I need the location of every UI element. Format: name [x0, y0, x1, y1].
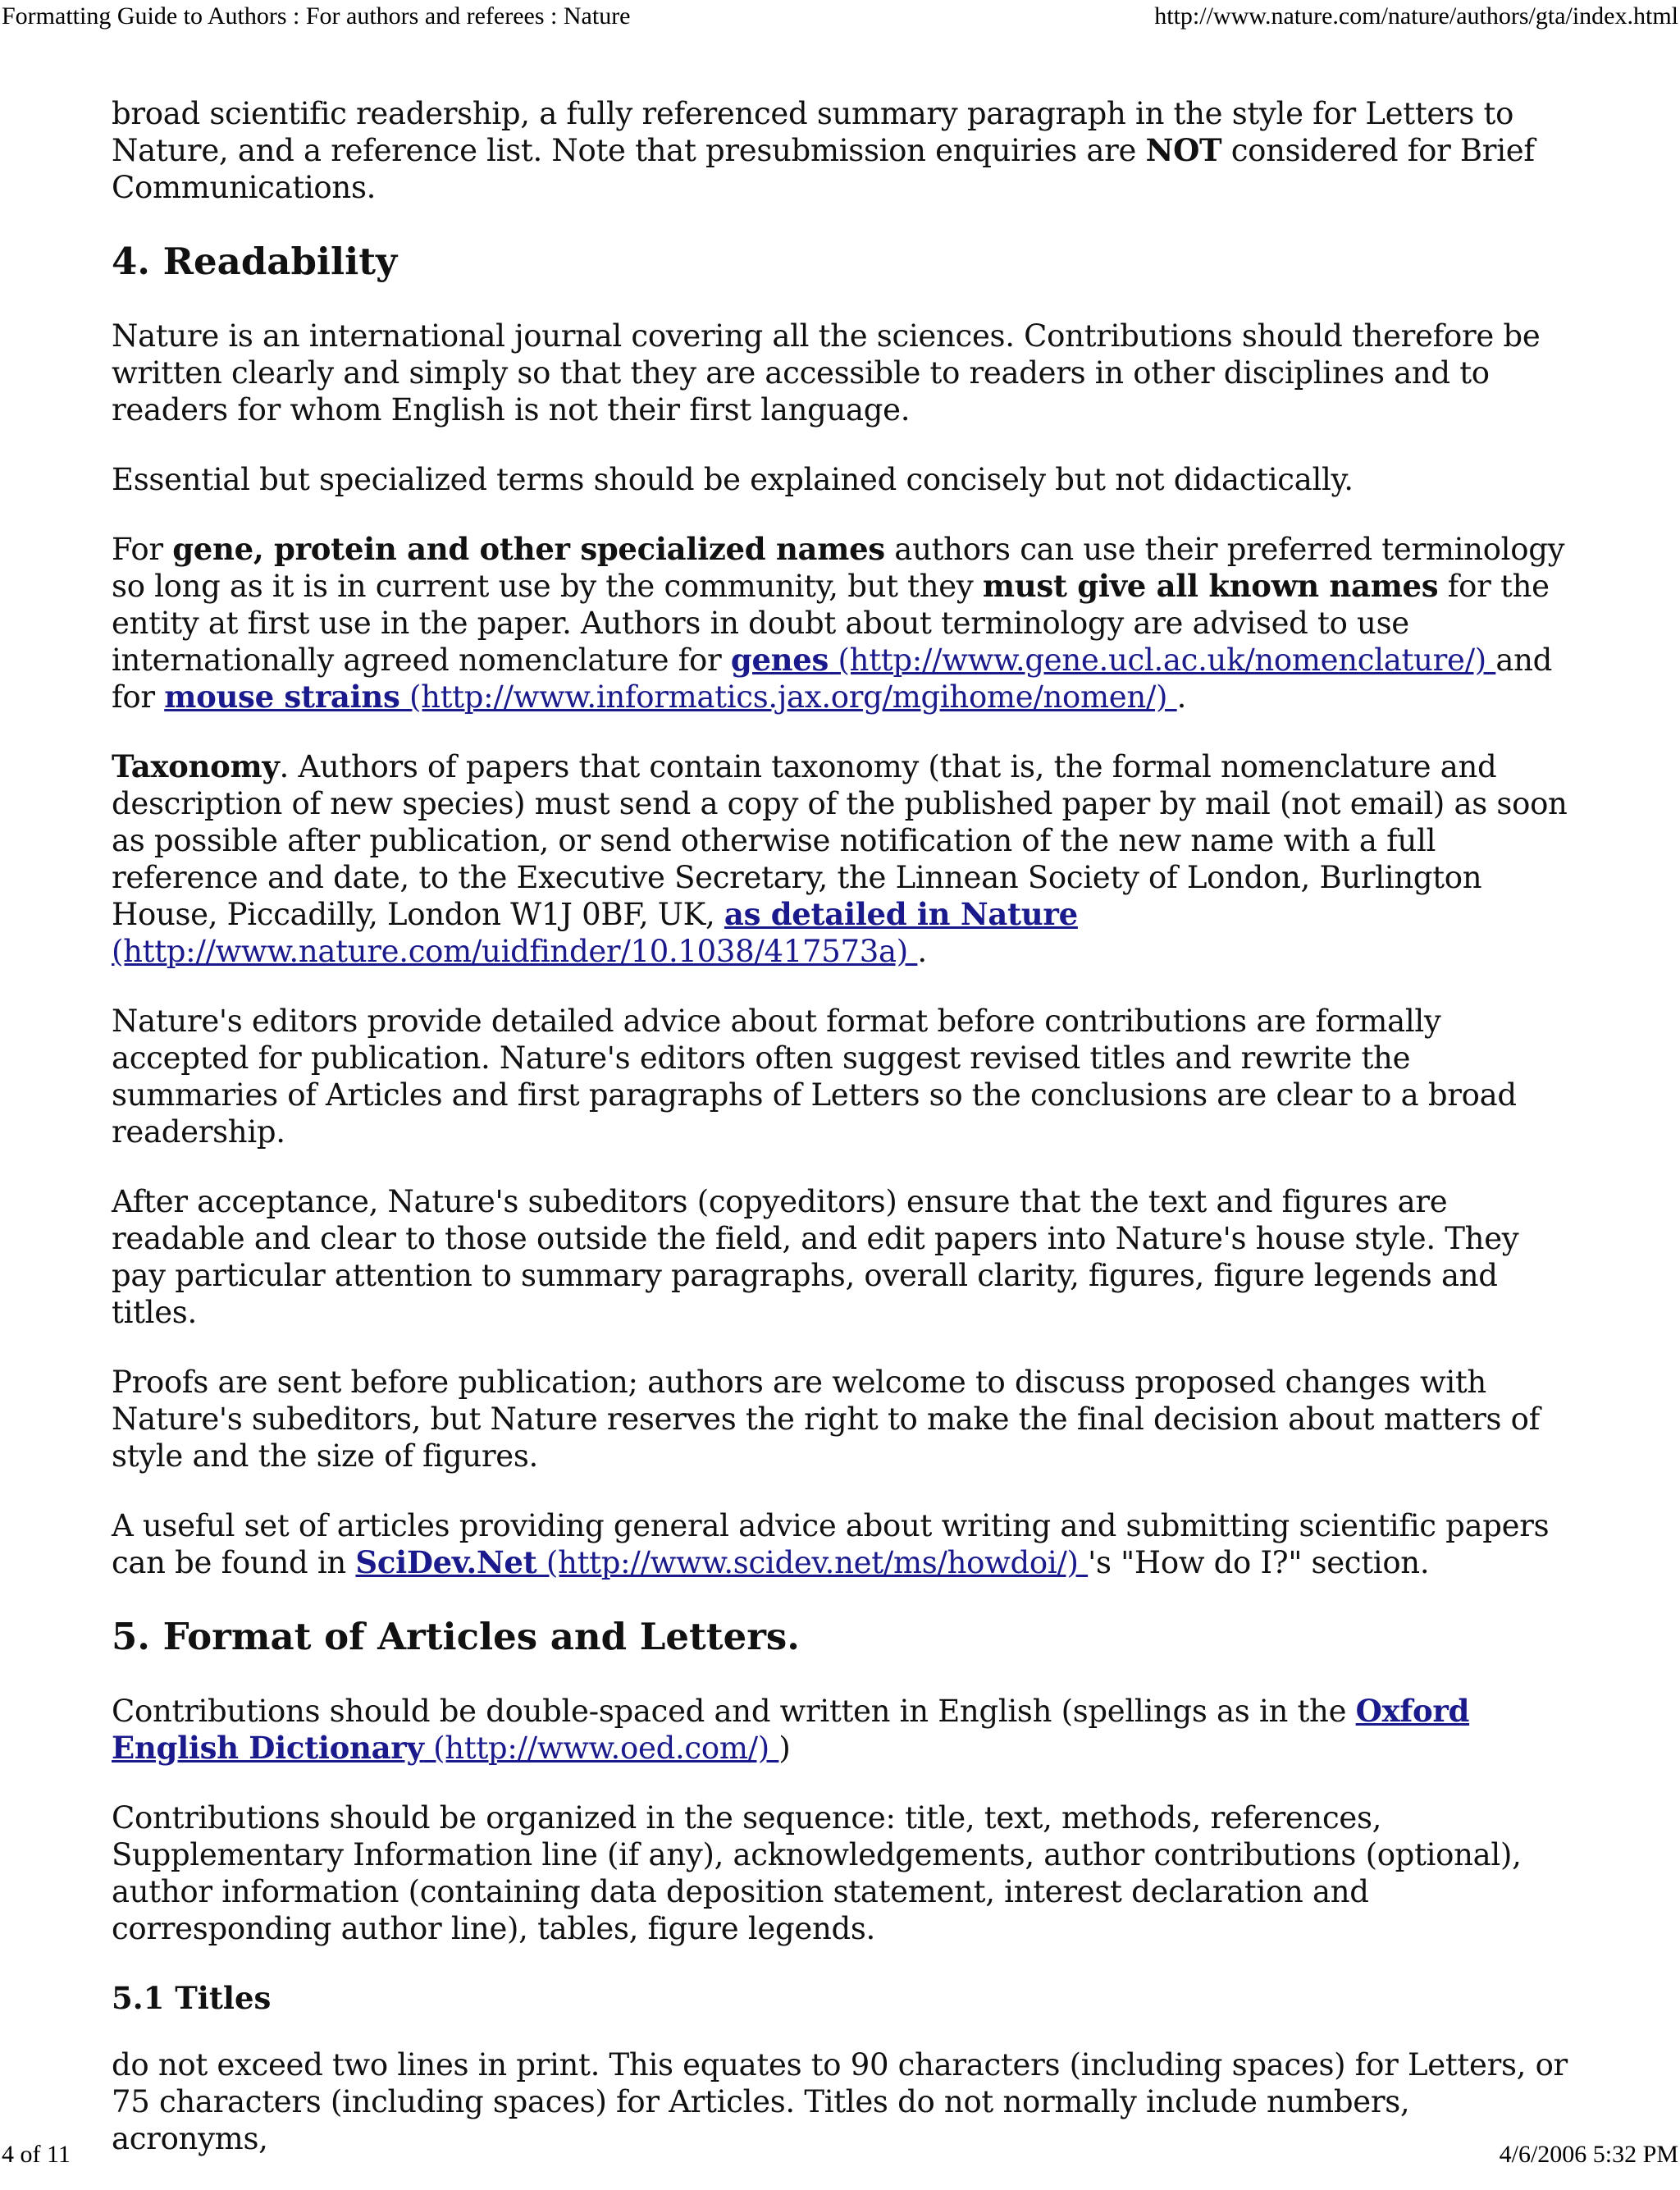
readability-paragraph-3	[112, 531, 1572, 716]
intro-emphasis: NOT	[1145, 132, 1222, 168]
print-footer-datetime: 4/6/2006 5:32 PM	[1499, 2141, 1678, 2168]
page-content	[112, 95, 1572, 2190]
taxonomy-text-2: .	[917, 934, 927, 969]
readability-paragraph-8	[112, 1507, 1572, 1581]
oed-link-url: (http://www.oed.com/)	[423, 1731, 779, 1766]
taxonomy-text-1: . Authors of papers that contain taxonomy (that is, the formal nomenclature and description of new species) must send a copy of the published paper by mail (not email) as soon as possible after publication, or send otherwise notification of the new name with a full reference and date, to the Executive Secretary, the Linnean Society of London, Burlington House, Piccadilly, London W1J 0BF, UK,	[112, 749, 1568, 932]
nature-detail-link-url: (http://www.nature.com/uidfinder/10.1038/417573a)	[112, 934, 918, 969]
intro-paragraph	[112, 95, 1572, 206]
print-header-title: Formatting Guide to Authors : For authors and referees : Nature	[2, 2, 631, 30]
format-p1-text-2: )	[778, 1731, 791, 1766]
mouse-strains-link[interactable]	[164, 679, 1176, 715]
nature-detail-link-label: as detailed in Nature	[724, 896, 1078, 932]
p8-text-1: A useful set of articles providing general advice about writing and submitting scientific papers can be found in	[112, 1508, 1550, 1580]
p3-text-2: authors can use their preferred terminology so long as it is in current use by the community, but they	[112, 532, 1565, 604]
mouse-strains-link-url: (http://www.informatics.jax.org/mgihome/nomen/)	[399, 679, 1177, 715]
readability-paragraph-2: Essential but specialized terms should be explained concisely but not didactically.	[112, 462, 1354, 497]
titles-subheading: 5.1 Titles	[112, 1980, 272, 2016]
format-p1-text-1: Contributions should be double-spaced and written in English (spellings as in the	[112, 1694, 1356, 1729]
section-4-heading: 4. Readability	[112, 240, 398, 283]
format-paragraph-1	[112, 1693, 1572, 1767]
p3-bold-2: must give all known names	[982, 568, 1439, 604]
p3-bold-1: gene, protein and other specialized names	[172, 531, 885, 567]
oed-link-label: Oxford English Dictionary	[112, 1693, 1470, 1766]
p3-text-4: and for	[112, 642, 1553, 715]
genes-link-url: (http://www.gene.ucl.ac.uk/nomenclature/)	[829, 642, 1496, 678]
scidev-link-url: (http://www.scidev.net/ms/howdoi/)	[536, 1545, 1089, 1580]
readability-paragraph-7: Proofs are sent before publication; authors are welcome to discuss proposed changes with Nature's subeditors, but Nature reserves the right to make the final decision about matters of style and the size of figures.	[112, 1365, 1541, 1474]
format-paragraph-2: Contributions should be organized in the sequence: title, text, methods, references, Supplementary Information line (if any), acknowledgements, author contributions (optional), author information (containing data deposition statement, interest declaration and corresponding author line), tables, figure legends.	[112, 1800, 1522, 1946]
readability-paragraph-5: Nature's editors provide detailed advice about format before contributions are formally accepted for publication. Nature's editors often suggest revised titles and rewrite the summaries of Articles and first paragraphs of Letters so the conclusions are clear to a broad readership.	[112, 1004, 1517, 1150]
titles-paragraph: do not exceed two lines in print. This equates to 90 characters (including spaces) for Letters, or 75 characters (including spaces) for Articles. Titles do not normally include numbers, acronyms,	[112, 2047, 1568, 2156]
section-5-heading: 5. Format of Articles and Letters.	[112, 1615, 800, 1658]
intro-text-2: considered for Brief Communications.	[112, 133, 1535, 205]
p3-text-5: .	[1176, 679, 1187, 715]
mouse-strains-link-label: mouse strains	[164, 679, 400, 715]
genes-link[interactable]	[731, 642, 1495, 678]
taxonomy-term: Taxonomy	[112, 748, 280, 784]
print-header-url: http://www.nature.com/nature/authors/gta/index.html	[1154, 2, 1678, 30]
readability-paragraph-6: After acceptance, Nature's subeditors (copyeditors) ensure that the text and figures are readable and clear to those outside the field, and edit papers into Nature's house style. They pay particular attention to summary paragraphs, overall clarity, figures, figure legends and titles.	[112, 1184, 1519, 1330]
intro-text-1: broad scientific readership, a fully referenced summary paragraph in the style for Letters to Nature, and a reference list. Note that presubmission enquiries are	[112, 96, 1514, 168]
p3-text-1: For	[112, 532, 173, 567]
readability-paragraph-1: Nature is an international journal covering all the sciences. Contributions should therefore be written clearly and simply so that they are accessible to readers in other disciplines and to readers for whom English is not their first language.	[112, 318, 1541, 427]
taxonomy-paragraph	[112, 748, 1572, 970]
p8-text-2: 's "How do I?" section.	[1088, 1545, 1430, 1580]
scidev-link-label: SciDev.Net	[355, 1544, 537, 1580]
genes-link-label: genes	[730, 642, 829, 678]
p3-text-3: for the entity at first use in the paper. Authors in doubt about terminology are advised to use internationally agreed nomenclature for	[112, 569, 1550, 678]
scidev-link[interactable]	[355, 1545, 1088, 1580]
print-footer-page: 4 of 11	[2, 2141, 71, 2168]
